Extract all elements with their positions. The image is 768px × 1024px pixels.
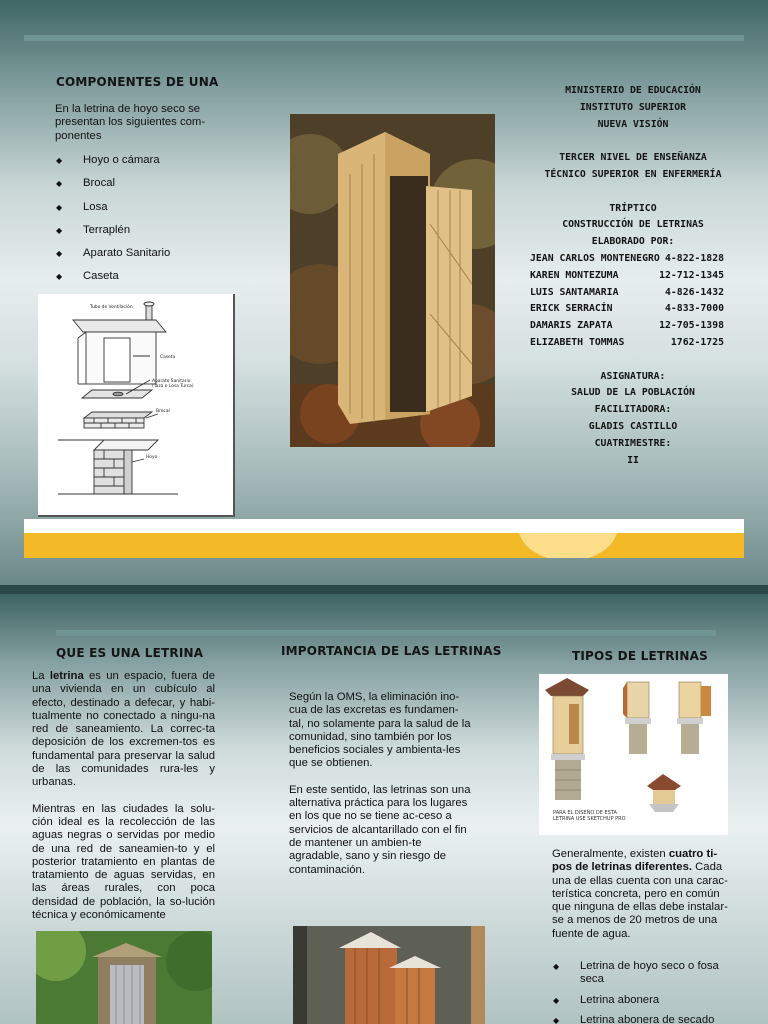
institution-line: INSTITUTO SUPERIOR [579,101,687,113]
list-item: ◆ Hoyo o cámara [56,154,160,166]
importance-paragraph: Según la OMS, la eliminación ino-cua de las excretas es fundamen-tal, no solamente para la salud de la comunidad, sino también por los beneficios sociales y ambienta-les que se obtienen. [289,691,471,770]
wooden-latrine-photo [290,114,495,447]
components-list [56,154,170,294]
list-item: ◆ Letrina abonera de secado [553,1014,743,1024]
author-row: DAMARIS ZAPATA 12-705-1398 [530,320,724,332]
cabin-latrine-photo [293,926,485,1024]
author-row: KAREN MONTEZUMA 12-712-1345 [530,269,724,281]
term-value: II [627,454,639,466]
author-row: ERICK SERRACÍN 4-833-7000 [530,303,724,315]
types-column [552,848,735,941]
bullet-icon: ◆ [56,225,63,235]
author-row: LUIS SANTAMARIA 4-826-1432 [530,286,724,298]
bullet-icon: ◆ [553,995,560,1005]
list-item: ◆ Losa [56,200,108,213]
garden-latrine-photo [36,931,212,1024]
what-is-paragraph: Mientras en las ciudades la solu-ción ideal es la recolección de las aguas negras o servidas por medio de una red de saneamien-to y el posterior tratamiento en plantas de tratamiento de aguas servidas, en las áreas rurales, con poca densidad de población, la so-lución técnica y económicamente [32,802,215,922]
importance-paragraph: En este sentido, las letrinas son una alternativa práctica para los lugares en los que no se tiene ac-ceso a servicios de alcantarillado con el fin de mantener un ambien-te agradable, sano y sin riesgo de contaminación. [289,783,471,876]
band-yellow [24,533,744,558]
bullet-icon: ◆ [553,962,560,971]
types-list [553,960,743,1024]
latrine-components-diagram [38,294,235,517]
page-divider [0,585,768,594]
what-is-title: QUE ES UNA LETRINA [56,646,204,660]
bullet-icon: ◆ [553,1015,560,1024]
list-item: ◆ Brocal [56,177,116,190]
what-is-paragraph: La letrina es un espacio, fuera de una vivienda en un cubículo al efecto, destinado a defecar, y habi-tualmente no conectado a ningu-na red de saneamiento. La correc-ta deposición de los excremen-tos es fundamental para preservar la salud de las comunidades rura-les y urbanas. [32,670,215,789]
facilitator-label: FACILITADORA: [594,404,672,416]
types-paragraph: Generalmente, existen cuatro ti-pos de letrinas diferentes. Cada una de ellas cuenta con una carac-terística concreta, pero en común que ninguna de ellas debe instalar-se a menos de 20 metros de una fuente de agua. [552,848,728,940]
bullet-icon: ◆ [56,202,63,212]
list-item: ◆ Aparato Sanitario [56,247,171,260]
diagram-label-hoyo: Hoyo [146,455,158,460]
components-intro: En la letrina de hoyo seco se presentan los siguientes com-ponentes [55,103,206,142]
cover-info [530,83,736,469]
band-white [24,519,744,533]
authors-label: ELABORADO POR: [591,236,675,248]
diagram-label-vent: Tubo de Ventilación [90,305,133,310]
facilitator-name: GLADIS CASTILLO [588,420,678,432]
bullet-icon: ◆ [56,272,63,282]
list-item: ◆ Letrina abonera [553,993,660,1006]
doc-type: TRÍPTICO [609,202,657,214]
importance-title: IMPORTANCIA DE LAS LETRINAS [281,644,502,658]
level-line: TÉCNICO SUPERIOR EN ENFERMERÍA [544,168,722,180]
diagram-label-aparato-sub: (Taza o Losa Turca) [152,384,194,389]
diagram-label-aparato: Aparato Sanitario [152,379,191,384]
top-rule [56,630,716,636]
components-title: COMPONENTES DE UNA [56,75,219,89]
course-name: SALUD DE LA POBLACIÓN [571,387,695,399]
level-line: TERCER NIVEL DE ENSEÑANZA [559,152,707,164]
bullet-icon: ◆ [56,179,63,189]
types-image-caption: PARA EL DISEÑO DE ESTA LETRINA USE SKETCHUP PRO [553,810,626,822]
list-item: ◆ Caseta [56,270,119,283]
page-inside [0,594,768,1024]
importance-column [289,691,472,877]
institution-line: MINISTERIO DE EDUCACIÓN [565,85,701,96]
what-is-column [32,670,215,922]
term-label: CUATRIMESTRE: [594,437,672,449]
course-label: ASIGNATURA: [600,370,666,382]
types-title: TIPOS DE LETRINAS [572,649,708,663]
diagram-label-brocal: Brocal [156,409,170,414]
bullet-icon: ◆ [56,156,63,165]
list-item: ◆ Terraplén [56,223,131,236]
author-row: JEAN CARLOS MONTENEGRO 4-822-1828 [530,252,724,264]
top-rule [24,35,744,41]
institution-line: NUEVA VISIÓN [597,118,669,130]
list-item: ◆ Letrina de hoyo seco o fosa seca [553,960,719,986]
diagram-label-caseta: Caseta [160,355,176,360]
doc-title: CONSTRUCCIÓN DE LETRINAS [562,219,704,231]
author-row: ELIZABETH TOMMAS 1762-1725 [530,336,724,348]
bullet-icon: ◆ [56,249,63,259]
